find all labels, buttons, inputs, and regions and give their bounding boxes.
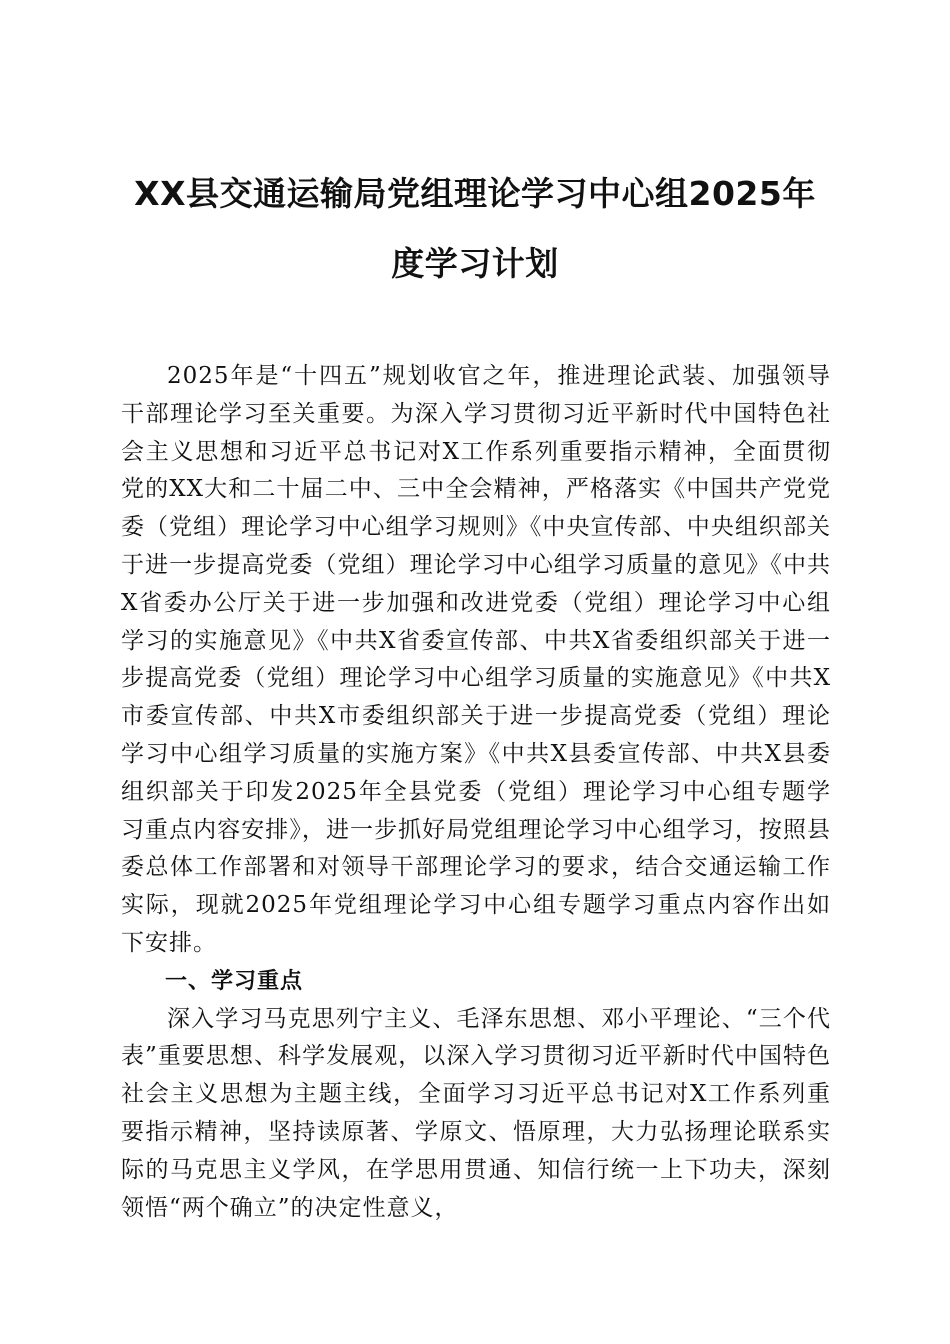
- intro-paragraph: 2025年是“十四五”规划收官之年，推进理论武装、加强领导干部理论学习至关重要。为深入学习贯彻习近平新时代中国特色社会主义思想和习近平总书记对X工作系列重要指示精神，全面贯彻党的XX大和二十届二中、三中全会精神，严格落实《中国共产党党委（党组）理论学习中心组学习规则》《中央宣传部、中央组织部关于进一步提高党委（党组）理论学习中心组学习质量的意见》《中共X省委办公厅关于进一步加强和改进党委（党组）理论学习中心组学习的实施意见》《中共X省委宣传部、中共X省委组织部关于进一步提高党委（党组）理论学习中心组学习质量的实施意见》《中共X市委宣传部、中共X市委组织部关于进一步提高党委（党组）理论学习中心组学习质量的实施方案》《中共X县委宣传部、中共X县委组织部关于印发2025年全县党委（党组）理论学习中心组专题学习重点内容安排》，进一步抓好局党组理论学习中心组学习，按照县委总体工作部署和对领导干部理论学习的要求，结合交通运输工作实际，现就2025年党组理论学习中心组专题学习重点内容作出如下安排。: [121, 363, 831, 956]
- document-title-line-2: 度学习计划: [391, 244, 559, 283]
- section-heading-study-focus: 一、学习重点: [165, 968, 304, 994]
- document-title-line-1: XX县交通运输局党组理论学习中心组2025年: [134, 174, 816, 213]
- document-body: [121, 358, 831, 1227]
- section-paragraph-study-focus: 深入学习马克思列宁主义、毛泽东思想、邓小平理论、“三个代表”重要思想、科学发展观，以深入学习贯彻习近平新时代中国特色社会主义思想为主题主线，全面学习习近平总书记对X工作系列重要指示精神，坚持读原著、学原文、悟原理，大力弘扬理论联系实际的马克思主义学风，在学思用贯通、知信行统一上下功夫，深刻领悟“两个确立”的决定性意义，: [121, 1005, 831, 1221]
